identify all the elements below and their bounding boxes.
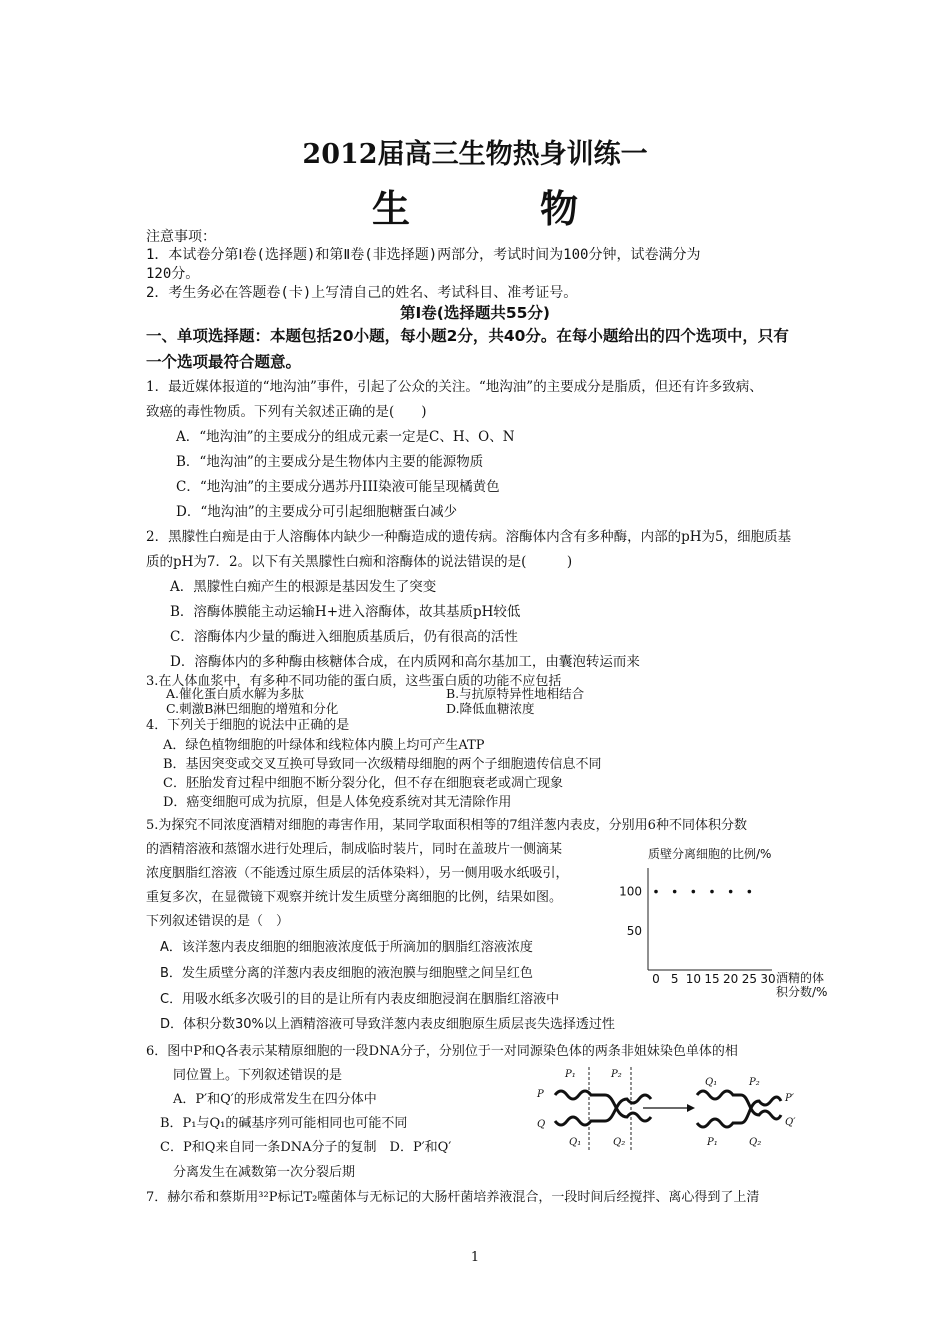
document-title: 2012届高三生物热身训练一: [302, 139, 648, 170]
x-tick-label: 25: [741, 972, 757, 986]
x-tick-label: 0: [652, 972, 660, 986]
label-q1-left: Q₁: [569, 1137, 582, 1148]
arrow-head: [687, 1104, 695, 1112]
section-heading-cont: 一个选项最符合题意。: [146, 353, 302, 371]
x-axis-label: 酒精的体: [776, 971, 825, 985]
notice-heading: 注意事项：: [146, 229, 216, 245]
q2-stem-cont: 质的pH为7．2。以下有关黑朦性白痴和溶酶体的说法错误的是( ): [146, 554, 573, 570]
data-point: [673, 890, 677, 894]
x-tick-label: 10: [685, 972, 701, 986]
q3-option-d: D.降低血糖浓度: [446, 701, 535, 716]
q6-option-a: A．P′和Q′的形成常发生在四分体中: [173, 1092, 377, 1107]
label-p1-right: P₁: [707, 1137, 718, 1148]
label-q-prime: Q′: [785, 1117, 796, 1128]
q5-stem-line-5: 下列叙述错误的是（ ）: [146, 914, 290, 929]
crossover-diagram: [535, 1065, 810, 1155]
q5-stem-line-2: 的酒精溶液和蒸馏水进行处理后，制成临时装片，同时在盖玻片一侧滴某: [146, 842, 563, 857]
label-p: P: [537, 1089, 544, 1100]
q2-option-b: B．溶酶体膜能主动运输H+进入溶酶体，故其基质pH较低: [170, 604, 521, 620]
q5-option-a: A．该洋葱内表皮细胞的细胞液浓度低于所滴加的胭脂红溶液浓度: [160, 940, 533, 955]
q1-option-b: B．“地沟油”的主要成分是生物体内主要的能源物质: [176, 454, 484, 470]
data-point: [729, 890, 733, 894]
notice-line-1: 1．本试卷分第Ⅰ卷(选择题)和第Ⅱ卷(非选择题)两部分，考试时间为100分钟，试卷满分为: [146, 247, 701, 263]
page-number: 1: [470, 1250, 480, 1265]
q7-stem: 7．赫尔希和蔡斯用³²P标记T₂噬菌体与无标记的大肠杆菌培养液混合，一段时间后经搅拌、离心得到了上清: [146, 1190, 760, 1205]
label-q2-right: Q₂: [749, 1137, 762, 1148]
label-p-prime: P′: [785, 1093, 794, 1104]
q1-option-d: D．“地沟油”的主要成分可引起细胞糖蛋白减少: [176, 504, 458, 520]
q6-stem: 6．图中P和Q各表示某精原细胞的一段DNA分子，分别位于一对同源染色体的两条非姐妹染色单体的相: [146, 1044, 738, 1059]
q4-option-b: B．基因突变或交叉互换可导致同一次级精母细胞的两个子细胞遗传信息不同: [163, 757, 602, 772]
q1-option-c: C．“地沟油”的主要成分遇苏丹III染液可能呈现橘黄色: [176, 479, 500, 495]
q2-option-a: A．黑朦性白痴产生的根源是基因发生了突变: [170, 579, 437, 595]
x-tick-label: 20: [723, 972, 739, 986]
q3-option-b: B.与抗原特异性地相结合: [446, 686, 585, 701]
q3-option-a: A.催化蛋白质水解为多肽: [166, 686, 305, 701]
x-tick-label: 30: [760, 972, 776, 986]
strand-q-left: [555, 1095, 651, 1125]
x-axis-label-cont: 积分数/%: [776, 985, 828, 999]
q6-option-b: B．P₁与Q₁的碱基序列可能相同也可能不同: [160, 1116, 408, 1131]
q2-option-d: D．溶酶体内的多种酶由核糖体合成，在内质网和高尔基加工，由囊泡转运而来: [170, 654, 640, 670]
q6-option-c-d: C．P和Q来自同一条DNA分子的复制 D．P′和Q′: [160, 1140, 452, 1155]
q5-stem-line-3: 浓度胭脂红溶液（不能透过原生质层的活体染料），另一侧用吸水纸吸引，: [146, 866, 569, 881]
q2-stem: 2．黑朦性白痴是由于人溶酶体内缺少一种酶造成的遗传病。溶酶体内含有多种酶，内部的pH为5，细胞质基: [146, 529, 792, 545]
y-tick-label: 50: [626, 923, 642, 938]
label-q2-left: Q₂: [613, 1137, 626, 1148]
q6-stem-cont: 同位置上。下列叙述错误的是: [173, 1068, 343, 1083]
q6-option-d-cont: 分离发生在减数第一次分裂后期: [173, 1165, 356, 1180]
label-p2-left: P₂: [611, 1069, 622, 1080]
q3-stem: 3.在人体血浆中，有多种不同功能的蛋白质，这些蛋白质的功能不应包括: [146, 674, 562, 689]
q1-stem-cont: 致癌的毒性物质。下列有关叙述正确的是( ): [146, 404, 427, 420]
label-q1-right: Q₁: [705, 1077, 718, 1088]
q1-stem: 1．最近媒体报道的“地沟油”事件，引起了公众的关注。“地沟油”的主要成分是脂质，但还有许多致病、: [146, 379, 763, 395]
q4-stem: 4．下列关于细胞的说法中正确的是: [146, 718, 350, 733]
q5-option-c: C．用吸水纸多次吸引的目的是让所有内表皮细胞浸润在胭脂红溶液中: [160, 992, 560, 1007]
subject-title: 生 物: [371, 186, 624, 231]
y-tick-label: 100: [619, 884, 642, 899]
data-point: [710, 890, 714, 894]
q1-option-a: A．“地沟油”的主要成分的组成元素一定是C、H、O、N: [176, 429, 515, 445]
q5-stem: 5.为探究不同浓度酒精对细胞的毒害作用，某同学取面积相等的7组洋葱内表皮，分别用6种不同体积分数: [146, 818, 747, 833]
strand-p-left: [555, 1091, 651, 1121]
chart-title: 质壁分离细胞的比例/%: [648, 847, 772, 861]
q3-option-c: C.刺激B淋巴细胞的增殖和分化: [166, 701, 339, 716]
notice-line-2: 2．考生务必在答题卷(卡)上写清自己的姓名、考试科目、准考证号。: [146, 285, 578, 301]
data-point: [654, 890, 658, 894]
label-p2-right: P₂: [749, 1077, 760, 1088]
notice-line-1-cont: 120分。: [146, 266, 200, 282]
q2-option-c: C．溶酶体内少量的酶进入细胞质基质后，仍有很高的活性: [170, 629, 518, 645]
x-tick-label: 15: [704, 972, 720, 986]
section-heading: 一、单项选择题：本题包括20小题，每小题2分，共40分。在每小题给出的四个选项中，只有: [146, 327, 789, 345]
data-point: [748, 890, 752, 894]
label-p1-left: P₁: [565, 1069, 576, 1080]
q4-option-d: D．癌变细胞可成为抗原，但是人体免疫系统对其无清除作用: [163, 795, 512, 810]
q4-option-a: A．绿色植物细胞的叶绿体和线粒体内膜上均可产生ATP: [163, 738, 485, 753]
q5-option-b: B．发生质壁分离的洋葱内表皮细胞的液泡膜与细胞壁之间呈红色: [160, 966, 533, 981]
q5-option-d: D．体积分数30%以上酒精溶液可导致洋葱内表皮细胞原生质层丧失选择透过性: [160, 1017, 615, 1032]
q5-stem-line-4: 重复多次，在显微镜下观察并统计发生质壁分离细胞的比例，结果如图。: [146, 890, 563, 905]
x-tick-label: 5: [670, 972, 679, 986]
label-q: Q: [537, 1119, 546, 1130]
alcohol-plasmolysis-chart: [612, 842, 842, 1002]
q4-option-c: C．胚胎发育过程中细胞不断分裂分化，但不存在细胞衰老或凋亡现象: [163, 776, 563, 791]
part-one-title: 第Ⅰ卷(选择题共55分): [399, 304, 550, 322]
data-point: [692, 890, 696, 894]
